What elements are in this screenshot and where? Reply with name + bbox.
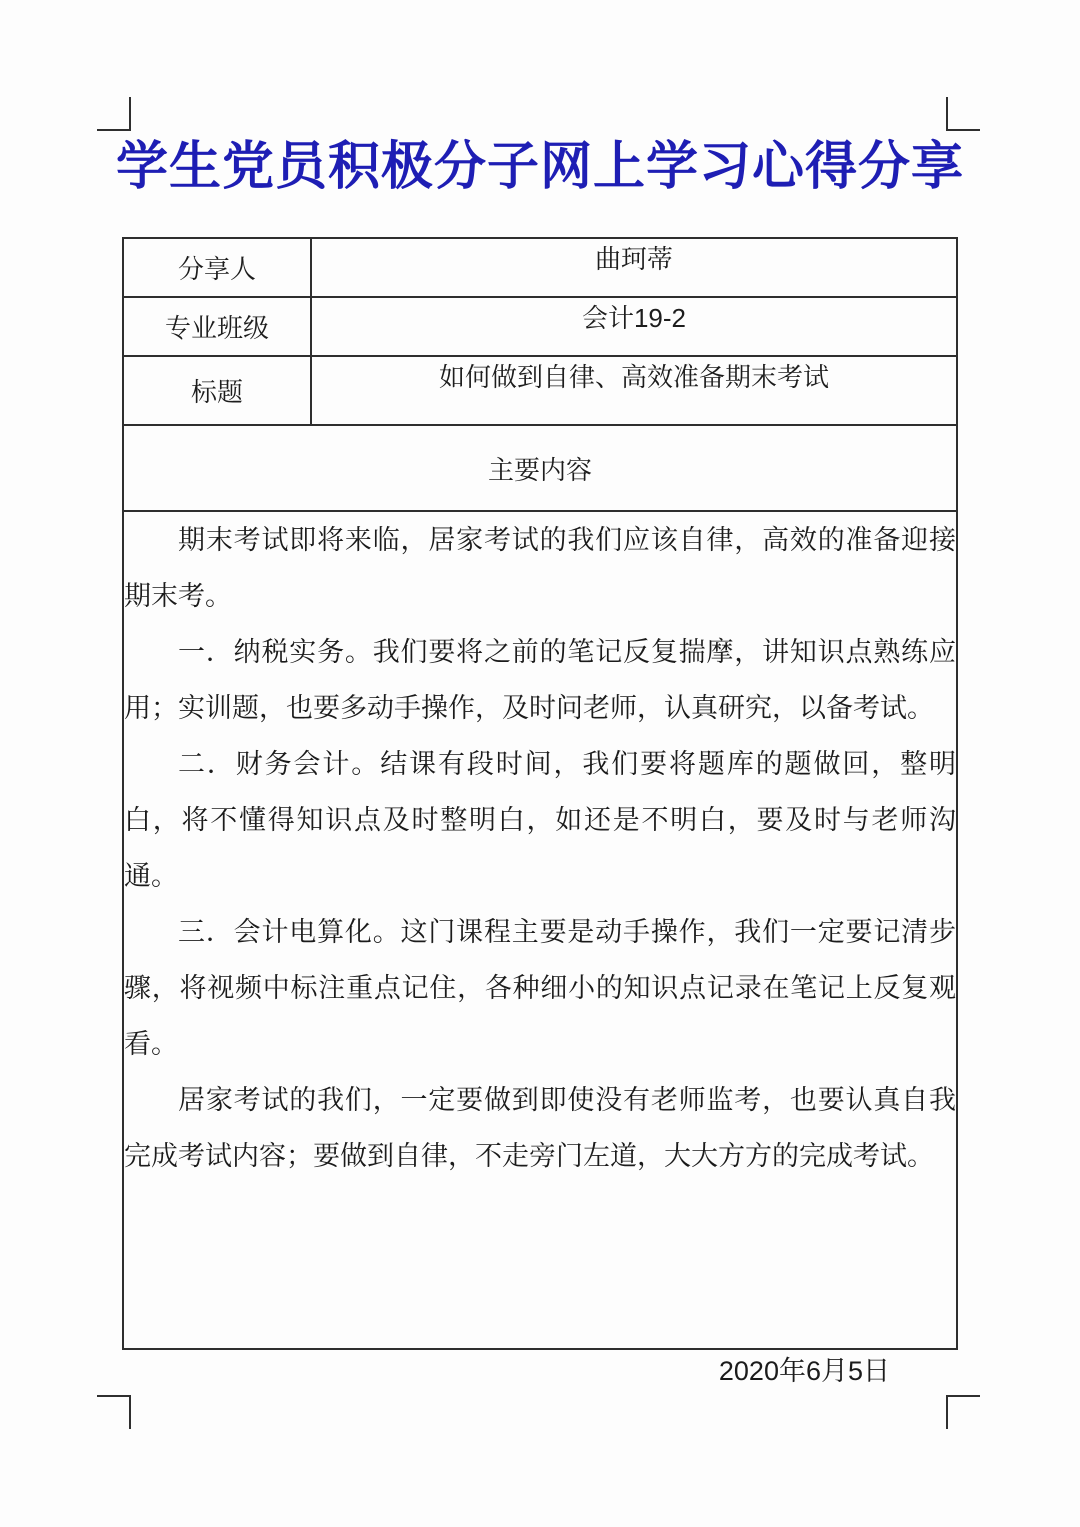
main-content-cell (123, 511, 957, 1349)
content-paragraph: 一．纳税实务。我们要将之前的笔记反复揣摩，讲知识点熟练应用；实训题，也要多动手操作，及时问老师，认真研究，以备考试。 (124, 637, 956, 723)
crop-mark-bottom-right (946, 1395, 980, 1429)
content-paragraph: 居家考试的我们，一定要做到即使没有老师监考，也要认真自我完成考试内容；要做到自律，不走旁门左道，大大方方的完成考试。 (124, 1085, 956, 1171)
topic-label: 标题 (123, 356, 311, 425)
topic-value: 如何做到自律、高效准备期末考试 (311, 356, 957, 425)
crop-mark-bottom-left (97, 1395, 131, 1429)
class-value: 会计19-2 (311, 297, 957, 356)
table-row-topic (123, 356, 957, 425)
section-header: 主要内容 (123, 425, 957, 511)
table-row-body (123, 511, 957, 1349)
table-row-section-header (123, 425, 957, 511)
sharer-label: 分享人 (123, 238, 311, 297)
table-row-sharer (123, 238, 957, 297)
table-row-class (123, 297, 957, 356)
class-label: 专业班级 (123, 297, 311, 356)
content-paragraph: 二．财务会计。结课有段时间，我们要将题库的题做回，整明白，将不懂得知识点及时整明白，如还是不明白，要及时与老师沟通。 (124, 749, 956, 891)
form-table (122, 237, 958, 1350)
sharer-value: 曲珂蒂 (311, 238, 957, 297)
date-line: 2020年6月5日 (718, 1356, 890, 1386)
page-title: 学生党员积极分子网上学习心得分享 (115, 138, 964, 196)
content-paragraph: 期末考试即将来临，居家考试的我们应该自律，高效的准备迎接期末考。 (124, 525, 956, 611)
content-paragraph: 三．会计电算化。这门课程主要是动手操作，我们一定要记清步骤，将视频中标注重点记住，各种细小的知识点记录在笔记上反复观看。 (124, 917, 956, 1059)
